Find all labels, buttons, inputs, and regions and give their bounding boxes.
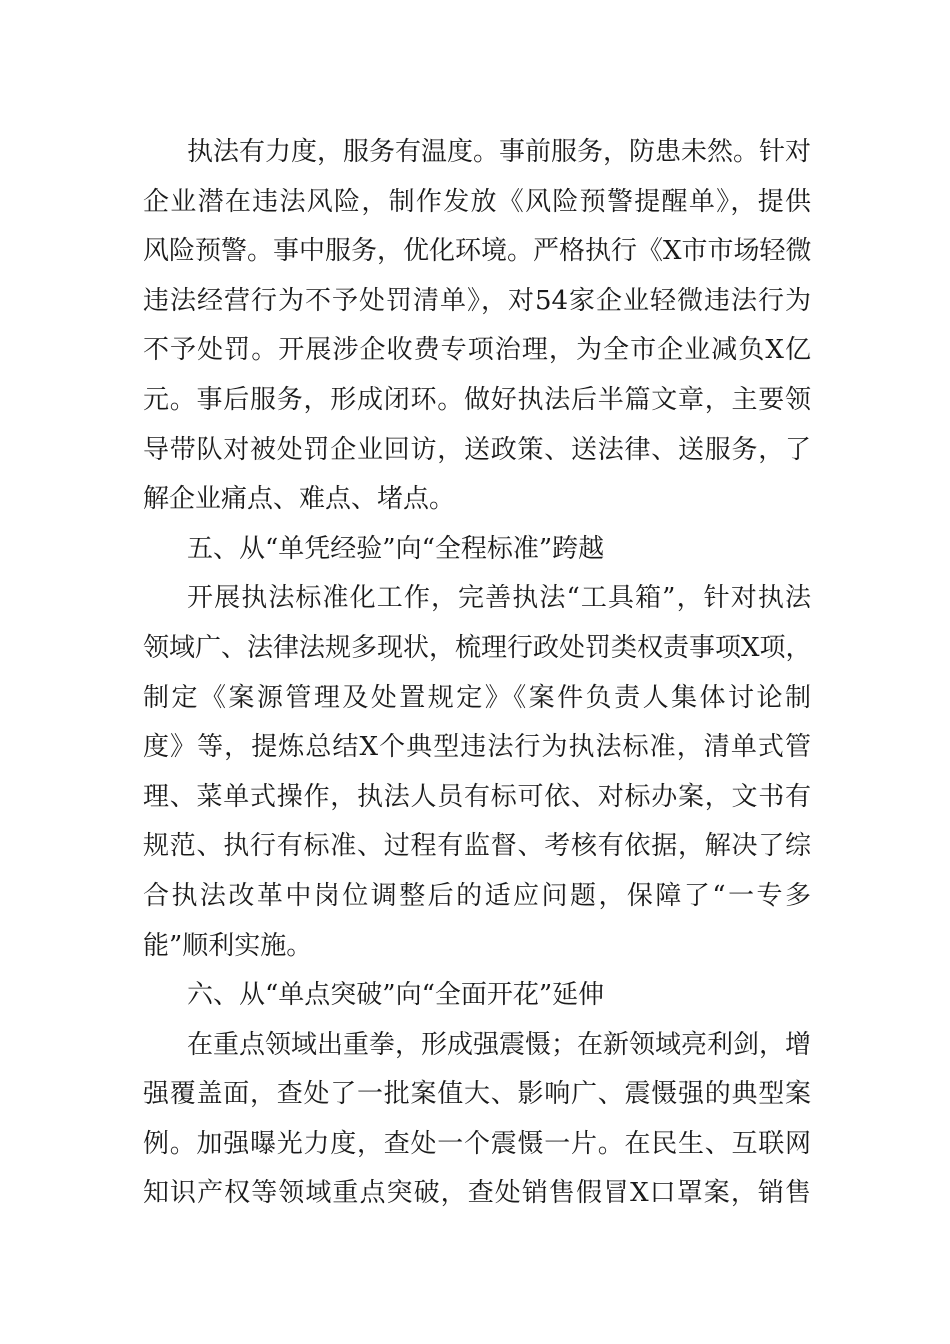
text-line: 度》等，提炼总结X个典型违法行为执法标准，清单式管 [143, 732, 811, 763]
text-line: 知识产权等领域重点突破，查处销售假冒X口罩案，销售 [143, 1178, 811, 1209]
text-line: 元。事后服务，形成闭环。做好执法后半篇文章，主要领 [143, 384, 811, 415]
text-line: 不予处罚。开展涉企收费专项治理，为全市企业减负X亿 [143, 335, 811, 366]
text-line: 例。加强曝光力度，查处一个震慑一片。在民生、互联网 [143, 1128, 811, 1159]
text-line: 开展执法标准化工作，完善执法“工具箱”，针对执法 [187, 583, 811, 614]
heading-line: 六、从“单点突破”向“全面开花”延伸 [187, 980, 605, 1011]
text-line: 理、菜单式操作，执法人员有标可依、对标办案，文书有 [143, 781, 811, 812]
text-line: 领域广、法律法规多现状，梳理行政处罚类权责事项X项， [143, 632, 812, 663]
text-line: 制定《案源管理及处置规定》《案件负责人集体讨论制 [143, 682, 811, 713]
text-line: 导带队对被处罚企业回访，送政策、送法律、送服务，了 [143, 434, 811, 465]
text-line: 执法有力度，服务有温度。事前服务，防患未然。针对 [187, 137, 812, 167]
text-line: 强覆盖面，查处了一批案值大、影响广、震慑强的典型案 [143, 1079, 811, 1110]
text-line: 解企业痛点、难点、堵点。 [143, 484, 456, 515]
section-heading-six [143, 971, 811, 1021]
section-heading-five [143, 525, 811, 575]
document-page [143, 128, 811, 1219]
text-line: 规范、执行有标准、过程有监督、考核有依据，解决了综 [143, 831, 811, 862]
text-line: 企业潜在违法风险，制作发放《风险预警提醒单》，提供 [143, 186, 811, 217]
text-line: 风险预警。事中服务，优化环境。严格执行《X市市场轻微 [143, 236, 812, 267]
paragraph-key-areas [143, 1021, 811, 1219]
heading-line: 五、从“单凭经验”向“全程标准”跨越 [187, 533, 605, 564]
text-line: 在重点领域出重拳，形成强震慑；在新领域亮利剑，增 [187, 1029, 812, 1060]
paragraph-service [143, 128, 811, 525]
text-line: 能”顺利实施。 [143, 930, 313, 961]
text-line: 违法经营行为不予处罚清单》，对54家企业轻微违法行为 [143, 285, 811, 316]
paragraph-standardization [143, 574, 811, 971]
text-line: 合执法改革中岗位调整后的适应问题，保障了“一专多 [143, 880, 811, 911]
